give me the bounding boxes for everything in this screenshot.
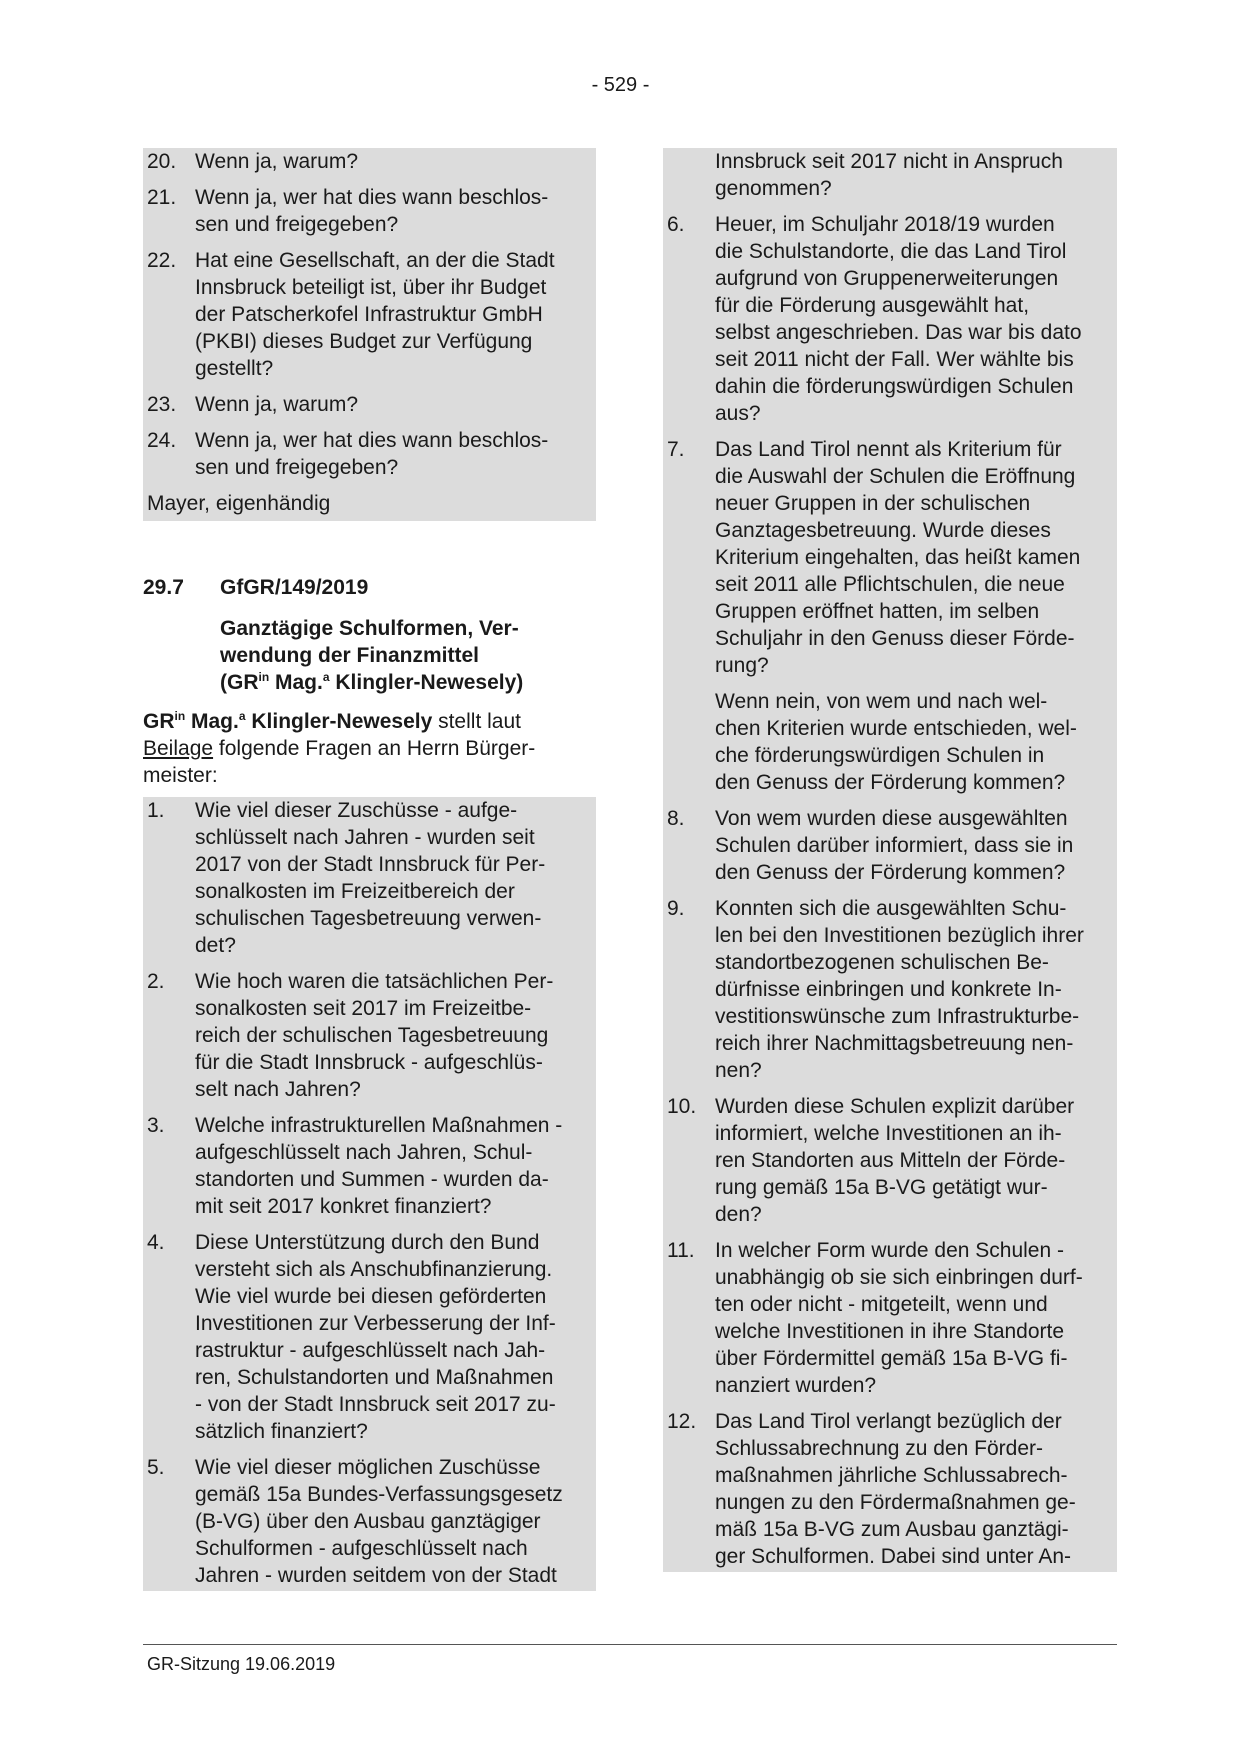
question-item — [147, 184, 592, 238]
question-item — [147, 1454, 592, 1589]
question-continuation: Innsbruck seit 2017 nicht in Anspruch genommen? — [715, 150, 1063, 200]
question-item — [147, 391, 592, 418]
question-number: 8. — [667, 807, 685, 830]
question-number: 22. — [147, 249, 177, 272]
question-list — [147, 797, 592, 1589]
question-item — [147, 148, 592, 175]
question-number: 23. — [147, 393, 177, 416]
question-item — [667, 895, 1113, 1084]
question-item — [667, 1237, 1113, 1399]
question-item — [147, 968, 592, 1103]
question-item — [667, 1408, 1113, 1570]
question-text: Konnten sich die ausgewählten Schu- len bei den Investitionen bezüglich ihrer standortbezogenen schulischen Be- dürfnisse einbringen und konkrete In- vestitionswünsche zum Infrastrukturbe- reich ihrer Nachmittagsbetreuung nen- nen? — [715, 897, 1084, 1082]
question-text: Diese Unterstützung durch den Bund versteht sich als Anschubfinanzierung. Wie viel wurde bei diesen geförderten Investitionen zur Verbesserung der Inf- rastruktur - aufgeschlüsselt nach Jah- ren, Schulstandorten und Maßnahmen - von der Stadt Innsbruck seit 2017 zu- sätzlich finanziert? — [195, 1231, 556, 1443]
question-text: Hat eine Gesellschaft, an der die Stadt Innsbruck beteiligt ist, über ihr Budget der Patscherkofel Infrastruktur GmbH (PKBI) dieses Budget zur Verfügung gestellt? — [195, 249, 555, 380]
question-item — [147, 427, 592, 481]
question-number: 21. — [147, 186, 177, 209]
question-text: Wenn ja, wer hat dies wann beschlos- sen und freigegeben? — [195, 429, 549, 479]
section-title-line-1: Ganztägige Schulformen, Ver- — [220, 617, 519, 640]
question-number: 11. — [667, 1239, 695, 1262]
question-block-continued — [143, 148, 596, 521]
question-number: 4. — [147, 1231, 165, 1254]
footer: GR-Sitzung 19.06.2019 — [147, 1654, 336, 1674]
question-text: Wenn ja, wer hat dies wann beschlos- sen und freigegeben? — [195, 186, 549, 236]
question-number: 5. — [147, 1456, 165, 1479]
question-item — [147, 1112, 592, 1220]
question-number: 24. — [147, 429, 177, 452]
question-number: 1. — [147, 799, 165, 822]
section-heading — [143, 574, 596, 601]
beilage-link[interactable]: Beilage — [143, 737, 214, 760]
question-text: Das Land Tirol nennt als Kriterium für die Auswahl der Schulen die Eröffnung neuer Gruppen in der schulischen Ganztagesbetreuung. Wurde dieses Kriterium eingehalten, das heißt kamen seit 2011 alle Pflichtschulen, die neue Gruppen eröffnet hatten, im selben Schuljahr in den Genuss dieser Förde- rung? — [715, 438, 1081, 677]
question-number: 7. — [667, 438, 685, 461]
right-column — [663, 148, 1117, 1572]
question-text: Welche infrastrukturellen Maßnahmen - aufgeschlüsselt nach Jahren, Schul- standorten und Summen - wurden da- mit seit 2017 konkret finanziert? — [195, 1114, 563, 1218]
question-text: Das Land Tirol verlangt bezüglich der Schlussabrechnung zu den Förder- maßnahmen jährliche Schlussabrech- nungen zu den Fördermaßnahmen ge- mäß 15a B-VG zum Ausbau ganztägi- ger Schulformen. Dabei sind unter An- — [715, 1410, 1076, 1568]
question-text: Wie viel dieser Zuschüsse - aufge- schlüsselt nach Jahren - wurden seit 2017 von der Stadt Innsbruck für Per- sonalkosten im Freizeitbereich der schulischen Tagesbetreuung verwen- det? — [195, 799, 546, 957]
question-item — [667, 211, 1113, 427]
question-text: Wenn ja, warum? — [195, 393, 359, 416]
question-block — [143, 797, 596, 1591]
left-column — [143, 148, 596, 1591]
question-item — [147, 1229, 592, 1445]
question-number: 12. — [667, 1410, 697, 1433]
question-text: Heuer, im Schuljahr 2018/19 wurden die Schulstandorte, die das Land Tirol aufgrund von Gruppenerweiterungen für die Förderung ausgewählt hat, selbst angeschrieben. Das war bis dato seit 2011 nicht der Fall. Wer wählte bis dahin die förderungswürdigen Schulen aus? — [715, 213, 1082, 425]
question-text: Wie viel dieser möglichen Zuschüsse gemäß 15a Bundes-Verfassungsgesetz (B-VG) über den Ausbau ganztägiger Schulformen - aufgeschlüsselt nach Jahren - wurden seitdem von der Stadt — [195, 1456, 563, 1587]
question-list — [667, 805, 1113, 1570]
question-item — [667, 1093, 1113, 1228]
question-number: 3. — [147, 1114, 165, 1137]
question-text: Wurden diese Schulen explizit darüber informiert, welche Investitionen an ih- ren Standorten aus Mitteln der Förde- rung gemäß 15a B-VG getätigt wur- den? — [715, 1095, 1075, 1226]
question-7-followup: Wenn nein, von wem und nach wel- chen Kriterien wurde entschieden, wel- che förderungswürdigen Schulen in den Genuss der Förderung kommen? — [715, 690, 1077, 794]
section-title-line-3: ($GR^{in}$ Mag.$^a$ Klingler-Newesely) — [220, 670, 524, 694]
question-text: Wie hoch waren die tatsächlichen Per- sonalkosten seit 2017 im Freizeitbe- reich der schulischen Tagesbetreuung für die Stadt Innsbruck - aufgeschlüs- selt nach Jahren? — [195, 970, 554, 1101]
question-text: Von wem wurden diese ausgewählten Schulen darüber informiert, dass sie in den Genuss der Förderung kommen? — [715, 807, 1074, 884]
question-number: 9. — [667, 897, 685, 920]
section-number: 29.7 — [143, 576, 184, 599]
question-item — [147, 797, 592, 959]
section-title — [143, 615, 596, 696]
section-title-line-2: wendung der Finanzmittel — [220, 644, 480, 667]
section-code: GfGR/149/2019 — [220, 576, 369, 599]
question-number: 6. — [667, 213, 685, 236]
question-number: 10. — [667, 1095, 697, 1118]
footer-divider — [143, 1644, 1117, 1645]
question-list — [667, 211, 1113, 679]
question-block-right — [663, 148, 1117, 1572]
question-item — [667, 805, 1113, 886]
question-number: 20. — [147, 150, 177, 173]
question-text: In welcher Form wurde den Schulen - unabhängig ob sie sich einbringen durf- ten oder nicht - mitgeteilt, wenn und welche Investitionen in ihre Standorte über Fördermittel gemäß 15a B-VG fi- nanziert wurden? — [715, 1239, 1083, 1397]
intro-paragraph: $GR^{in}$ Mag.$^a$ Klingler-Newesely stellt laut Beilage folgende Fragen an Herrn Bürger- meister: — [143, 709, 536, 787]
question-number: 2. — [147, 970, 165, 993]
page-number: - 529 - — [591, 74, 650, 96]
question-item — [147, 247, 592, 382]
question-text: Wenn ja, warum? — [195, 150, 359, 173]
question-list — [147, 148, 592, 481]
signature: Mayer, eigenhändig — [147, 492, 331, 515]
question-item — [667, 436, 1113, 679]
